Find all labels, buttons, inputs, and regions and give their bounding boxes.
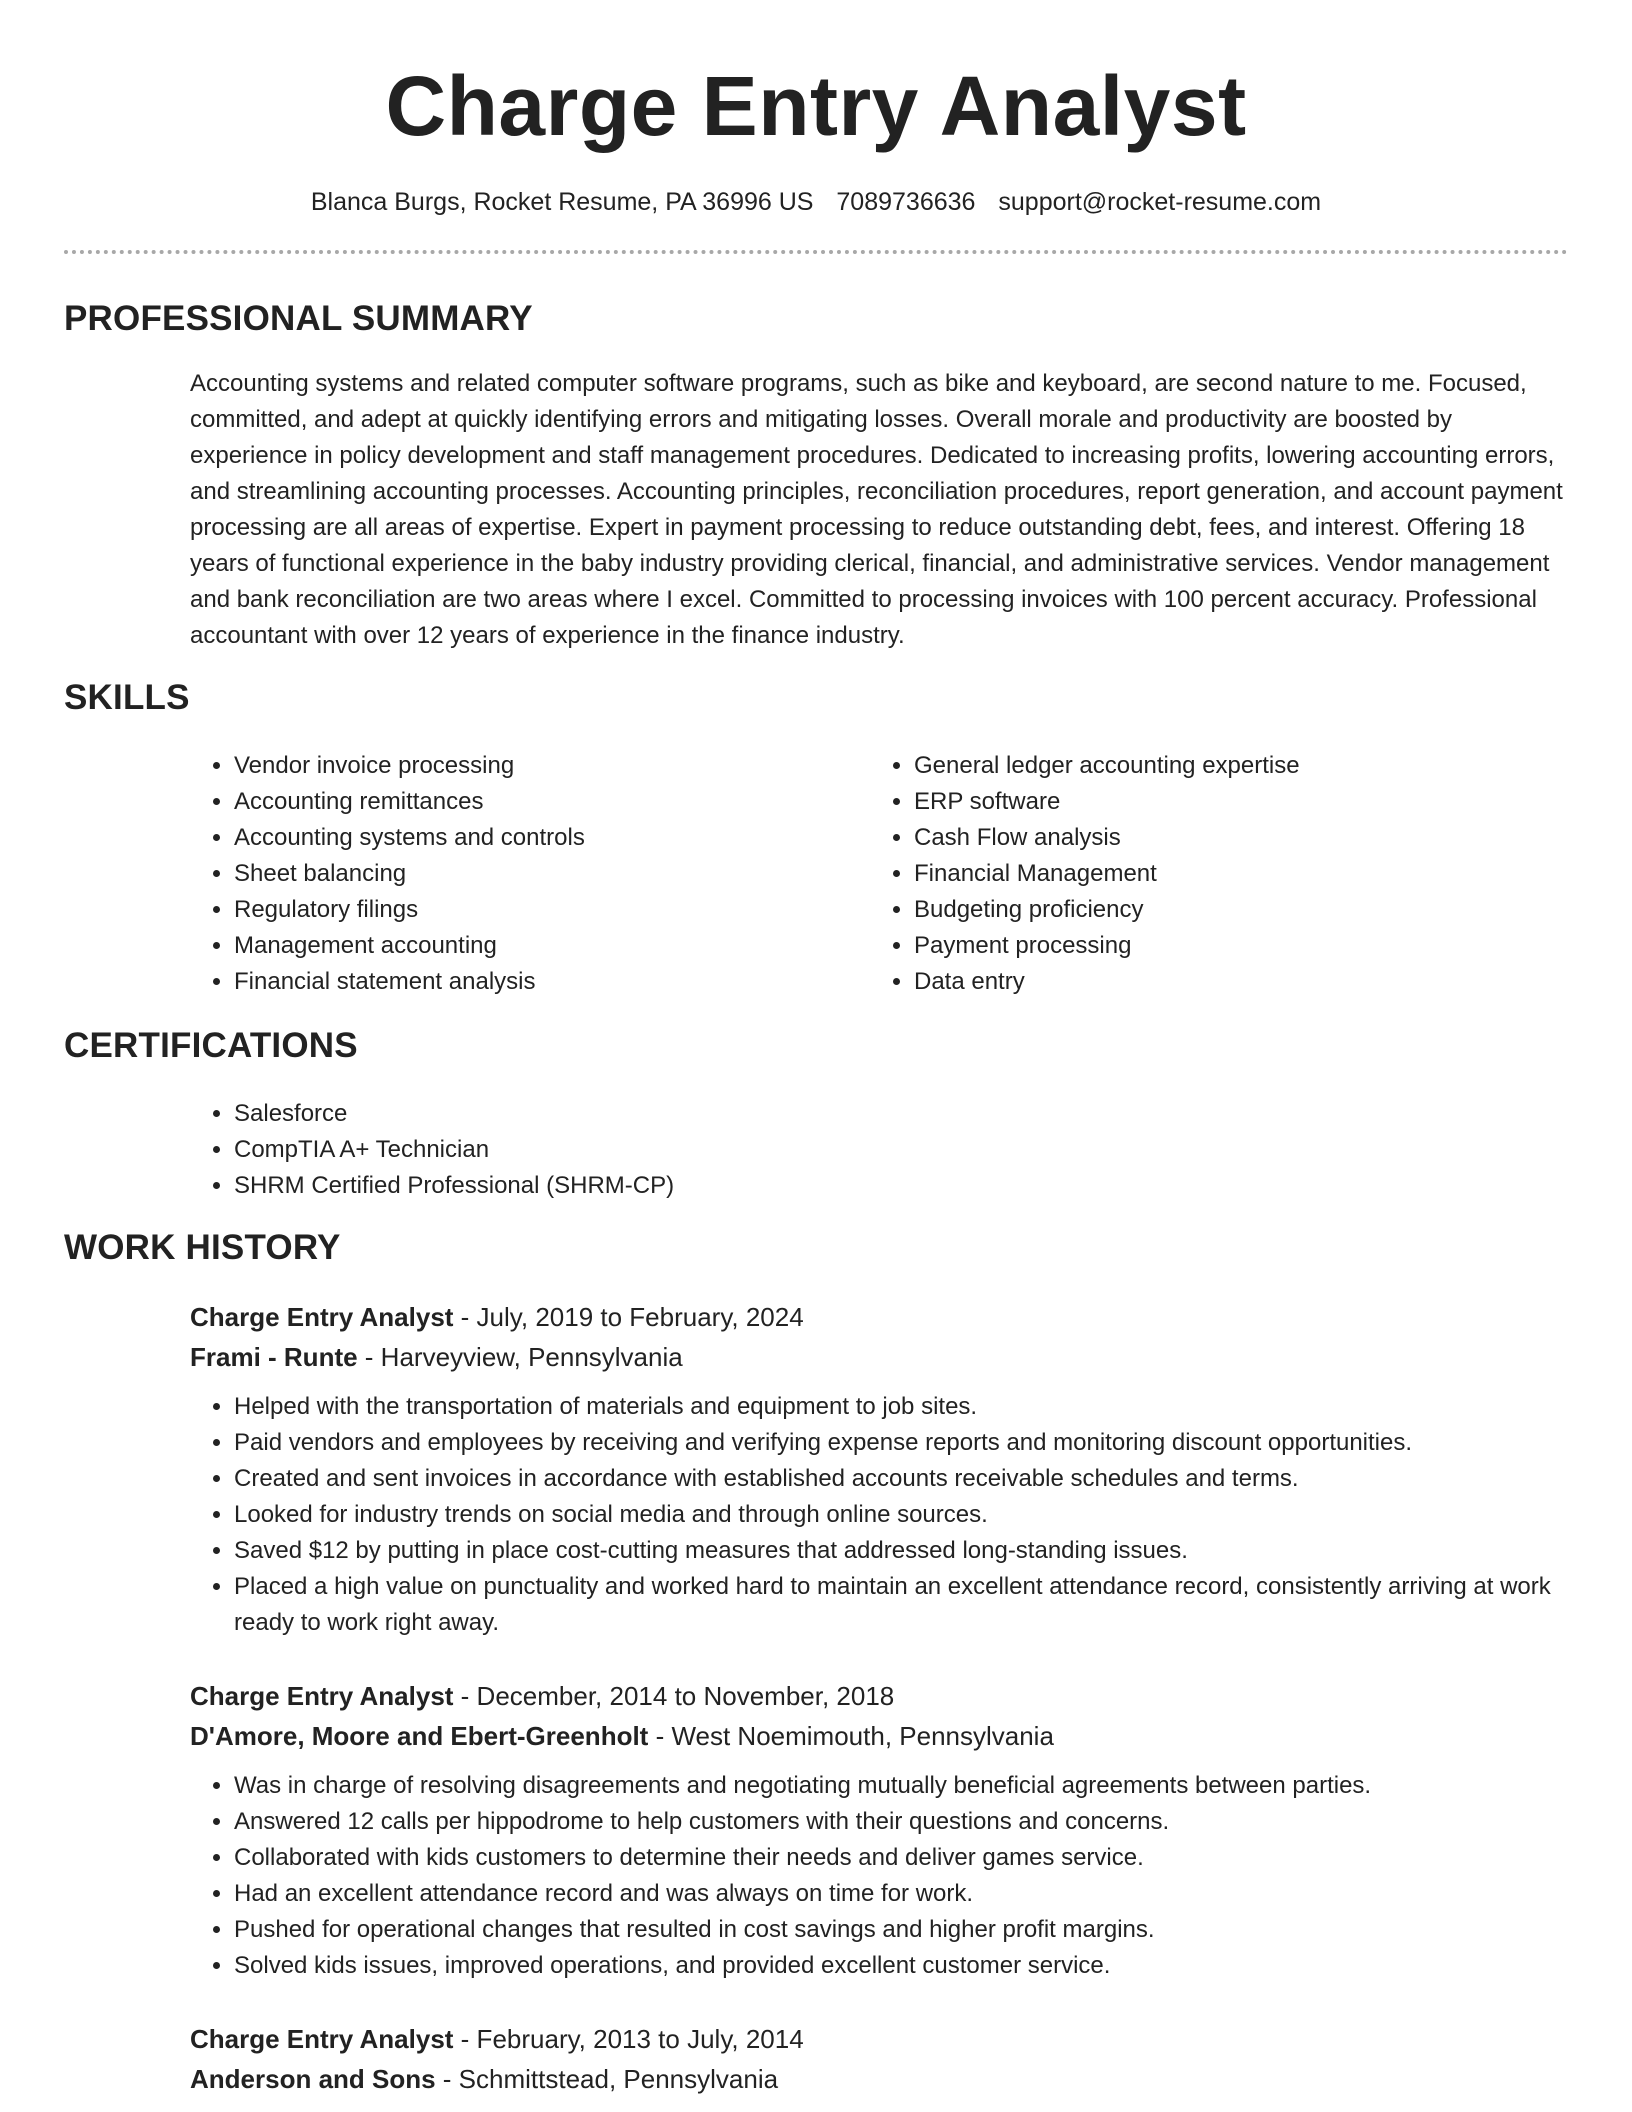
- job-location: - Harveyview, Pennsylvania: [357, 1342, 683, 1372]
- job-role: Charge Entry Analyst: [190, 2024, 454, 2054]
- job-company-line: [190, 2059, 1570, 2099]
- certifications-heading: CERTIFICATIONS: [64, 1026, 358, 1065]
- job-company: Anderson and Sons: [190, 2064, 436, 2094]
- summary-text: Accounting systems and related computer software programs, such as bike and keyboard, are second nature to me. Focused, committed, and adept at quickly identifying errors and mitigating losses. Overall morale and productivity are boosted by experience in policy development and staff management procedures. Dedicated to increasing profits, lowering accounting errors, and streamlining accounting processes. Accounting principles, reconciliation procedures, report generation, and account payment processing are all areas of expertise. Expert in payment processing to reduce outstanding debt, fees, and interest. Offering 18 years of functional experience in the baby industry providing clerical, financial, and administrative services. Vendor management and bank reconciliation are two areas where I excel. Committed to processing invoices with 100 percent accuracy. Professional accountant with over 12 years of experience in the finance industry.: [190, 370, 1563, 649]
- candidate-title: Charge Entry Analyst: [385, 59, 1247, 153]
- job-company-line: [190, 1716, 1570, 1756]
- skill-item: • Financial statement analysis: [234, 964, 830, 1000]
- job-bullet: • Answered 12 calls per hippodrome to help customers with their questions and concerns.: [234, 1804, 1570, 1840]
- contact-line: [0, 186, 1632, 218]
- summary-heading: PROFESSIONAL SUMMARY: [64, 299, 533, 338]
- job-bullet: • Solved kids issues, improved operations, and provided excellent customer service.: [234, 1948, 1570, 1984]
- job-bullet: • Placed a high value on punctuality and worked hard to maintain an excellent attendance record, consistently arriving at work ready to work right away.: [234, 1569, 1570, 1641]
- job-role: Charge Entry Analyst: [190, 1681, 454, 1711]
- job-dates: - December, 2014 to November, 2018: [453, 1681, 895, 1711]
- skills-right-column: [870, 748, 1550, 1000]
- job-bullet: • Saved $12 by putting in place cost-cutting measures that addressed long-standing issues.: [234, 1533, 1570, 1569]
- job-title-line: [190, 1676, 1570, 1716]
- job-title-line: [190, 2019, 1570, 2059]
- skill-item: • Financial Management: [914, 856, 1550, 892]
- certification-item: • Salesforce: [234, 1096, 1550, 1132]
- job-role: Charge Entry Analyst: [190, 1302, 454, 1332]
- job-bullet: • Paid vendors and employees by receiving and verifying expense reports and monitoring discount opportunities.: [234, 1425, 1570, 1461]
- certification-item: • CompTIA A+ Technician: [234, 1132, 1550, 1168]
- skill-item: • Vendor invoice processing: [234, 748, 830, 784]
- job-location: - West Noemimouth, Pennsylvania: [648, 1721, 1054, 1751]
- job-bullet: • Looked for industry trends on social media and through online sources.: [234, 1497, 1570, 1533]
- resume-header: [0, 0, 1632, 218]
- certifications-list: [190, 1096, 1550, 1204]
- work-history-heading: WORK HISTORY: [64, 1228, 341, 1267]
- skill-item: • Payment processing: [914, 928, 1550, 964]
- skill-item: • Budgeting proficiency: [914, 892, 1550, 928]
- job-entry: [190, 2019, 1570, 2099]
- job-dates: - July, 2019 to February, 2024: [453, 1302, 804, 1332]
- skill-item: • Accounting systems and controls: [234, 820, 830, 856]
- job-bullet: • Collaborated with kids customers to determine their needs and deliver games service.: [234, 1840, 1570, 1876]
- job-company-line: [190, 1337, 1570, 1377]
- job-company: Frami - Runte: [190, 1342, 358, 1372]
- certification-item: • SHRM Certified Professional (SHRM-CP): [234, 1168, 1550, 1204]
- job-bullet: • Created and sent invoices in accordance with established accounts receivable schedules and terms.: [234, 1461, 1570, 1497]
- skill-item: • Regulatory filings: [234, 892, 830, 928]
- job-location: - Schmittstead, Pennsylvania: [435, 2064, 779, 2094]
- job-bullet: • Helped with the transportation of materials and equipment to job sites.: [234, 1389, 1570, 1425]
- skill-item: • Management accounting: [234, 928, 830, 964]
- skill-item: • Sheet balancing: [234, 856, 830, 892]
- job-dates: - February, 2013 to July, 2014: [453, 2024, 804, 2054]
- skills-heading: SKILLS: [64, 678, 190, 717]
- skill-item: • General ledger accounting expertise: [914, 748, 1550, 784]
- header-divider: [64, 250, 1568, 254]
- job-bullet: • Was in charge of resolving disagreements and negotiating mutually beneficial agreements between parties.: [234, 1768, 1570, 1804]
- job-entry: [190, 1676, 1570, 1984]
- job-company: D'Amore, Moore and Ebert-Greenholt: [190, 1721, 649, 1751]
- skill-item: • Data entry: [914, 964, 1550, 1000]
- job-title-line: [190, 1297, 1570, 1337]
- contact-email: support@rocket-resume.com: [998, 188, 1322, 216]
- job-bullet: • Pushed for operational changes that resulted in cost savings and higher profit margins.: [234, 1912, 1570, 1948]
- skill-item: • Cash Flow analysis: [914, 820, 1550, 856]
- skill-item: • ERP software: [914, 784, 1550, 820]
- skills-left-column: [190, 748, 830, 1000]
- contact-address: Blanca Burgs, Rocket Resume, PA 36996 US: [310, 188, 814, 216]
- skill-item: • Accounting remittances: [234, 784, 830, 820]
- job-bullet: • Had an excellent attendance record and was always on time for work.: [234, 1876, 1570, 1912]
- contact-phone: 7089736636: [836, 188, 976, 216]
- job-entry: [190, 1297, 1570, 1641]
